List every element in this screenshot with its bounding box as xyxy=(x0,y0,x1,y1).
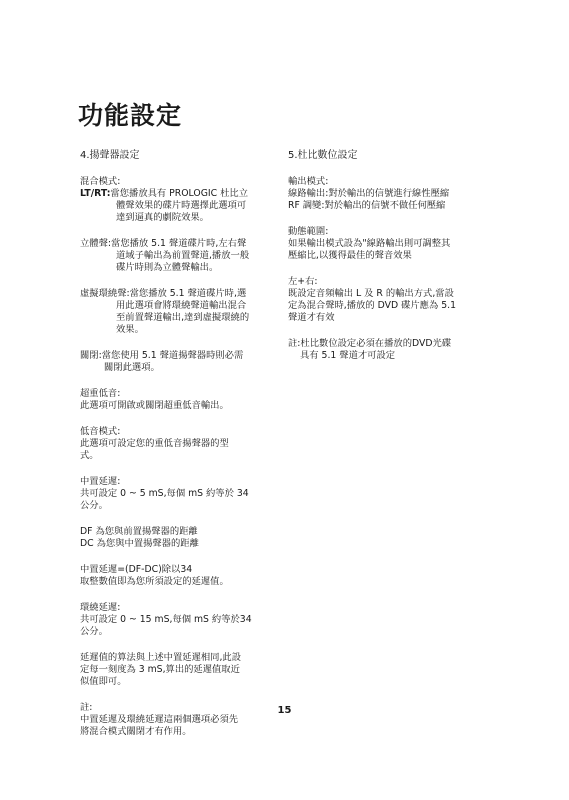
dolby-note-block xyxy=(288,338,498,362)
delay-calc-line: 定每一刻度為 3 mS,算出的延遲值取近 xyxy=(80,664,240,675)
mix-mode-block xyxy=(80,176,276,224)
dolby-settings-section xyxy=(288,150,498,376)
speaker-settings-section xyxy=(80,150,276,752)
subwoofer-block xyxy=(80,388,276,412)
distance-line: DC 為您與中置揚聲器的距離 xyxy=(80,538,199,549)
delay-calc-line: 延遲值的算法與上述中置延遲相同,此設 xyxy=(80,652,242,663)
stereo-line: 立體聲:當您播放 5.1 聲道碟片時,左右聲 xyxy=(80,238,247,249)
bass-mode-line: 式。 xyxy=(80,450,99,461)
delay-calc-line: 似值即可。 xyxy=(80,676,127,687)
left-right-title: 左+右: xyxy=(288,276,318,287)
output-mode-line: RF 調變:對於輸出的信號不做任何壓縮 xyxy=(288,200,446,211)
note-title: 註: xyxy=(80,702,93,713)
virtual-line: 效果。 xyxy=(116,324,144,335)
lt-rt-label: LT/RT: xyxy=(80,188,111,199)
lt-rt-line: 當您播放具有 PROLOGIC 杜比立 xyxy=(110,188,248,199)
left-right-line: 既設定音頻輸出 L 及 R 的輸出方式,當設 xyxy=(288,288,454,299)
distance-line: DF 為您與前置揚聲器的距離 xyxy=(80,526,198,537)
bass-mode-block xyxy=(80,426,276,462)
left-right-line: 聲道才有效 xyxy=(288,312,335,323)
virtual-line: 用此選項會將環繞聲道輸出混合 xyxy=(116,300,247,311)
note-line: 中置延遲及環繞延遲這兩個選項必須先 xyxy=(80,714,239,725)
output-mode-title: 輸出模式: xyxy=(288,176,329,187)
distance-block xyxy=(80,526,276,550)
surround-delay-line: 公分。 xyxy=(80,626,108,637)
section-heading-speaker: 4.揚聲器設定 xyxy=(80,150,140,161)
virtual-line: 至前置聲道輸出,達到虛擬環繞的 xyxy=(116,312,250,323)
lt-rt-line: 體聲效果的碟片時選擇此選項可 xyxy=(116,200,247,211)
off-line: 關閉:當您使用 5.1 聲道揚聲器時則必需 xyxy=(80,350,244,361)
bass-mode-title: 低音模式: xyxy=(80,426,121,437)
dynamic-range-line: 壓縮比,以獲得最佳的聲音效果 xyxy=(288,250,412,261)
output-mode-block xyxy=(288,176,498,212)
dynamic-range-line: 如果輸出模式設為"線路輸出則可調整其 xyxy=(288,238,451,249)
surround-delay-block xyxy=(80,602,276,638)
output-mode-line: 線路輸出:對於輸出的信號進行線性壓縮 xyxy=(288,188,450,199)
virtual-line: 虛擬環繞聲:當您播放 5.1 聲道碟片時,選 xyxy=(80,288,247,299)
center-delay-line: 共可設定 0 ~ 5 mS,每個 mS 約等於 34 xyxy=(80,488,249,499)
dynamic-range-block xyxy=(288,226,498,262)
center-delay-title: 中置延遲: xyxy=(80,476,121,487)
surround-delay-line: 共可設定 0 ~ 15 mS,每個 mS 約等於34 xyxy=(80,614,252,625)
left-right-block xyxy=(288,276,498,324)
dynamic-range-title: 動態範圍: xyxy=(288,226,329,237)
off-line: 關閉此選項。 xyxy=(104,362,160,373)
mix-mode-title: 混合模式: xyxy=(80,176,121,187)
note-line: 將混合模式關閉才有作用。 xyxy=(80,726,192,737)
left-right-line: 定為混合聲時,播放的 DVD 碟片應為 5.1 xyxy=(288,300,456,311)
center-delay-block xyxy=(80,476,276,512)
center-delay-line: 公分。 xyxy=(80,500,108,511)
lt-rt-line: 達到逼真的劇院效果。 xyxy=(116,212,209,223)
section-heading-dolby: 5.杜比數位設定 xyxy=(288,150,358,161)
dolby-note-line: 註:杜比數位設定必須在播放的DVD光碟 xyxy=(288,338,452,349)
stereo-line: 碟片時則為立體聲輸出。 xyxy=(116,262,219,273)
subwoofer-line: 此選項可開啟或關閉超重低音輸出。 xyxy=(80,400,229,411)
delay-calc-block xyxy=(80,652,276,688)
bass-mode-line: 此選項可設定您的重低音揚聲器的型 xyxy=(80,438,229,449)
formula-block xyxy=(80,564,276,588)
page-number: 15 xyxy=(277,705,292,716)
virtual-surround-block xyxy=(80,288,276,336)
stereo-block xyxy=(80,238,276,274)
stereo-line: 道域子輸出為前置聲道,播放一般 xyxy=(116,250,250,261)
surround-delay-title: 環繞延遲: xyxy=(80,602,121,613)
formula-line: 取整數值即為您所須設定的延遲值。 xyxy=(80,576,229,587)
subwoofer-title: 超重低音: xyxy=(80,388,121,399)
dolby-note-line: 具有 5.1 聲道才可設定 xyxy=(300,350,396,361)
off-block xyxy=(80,350,276,374)
page-title: 功能設定 xyxy=(78,101,183,130)
formula-line: 中置延遲=(DF-DC)除以34 xyxy=(80,564,193,575)
